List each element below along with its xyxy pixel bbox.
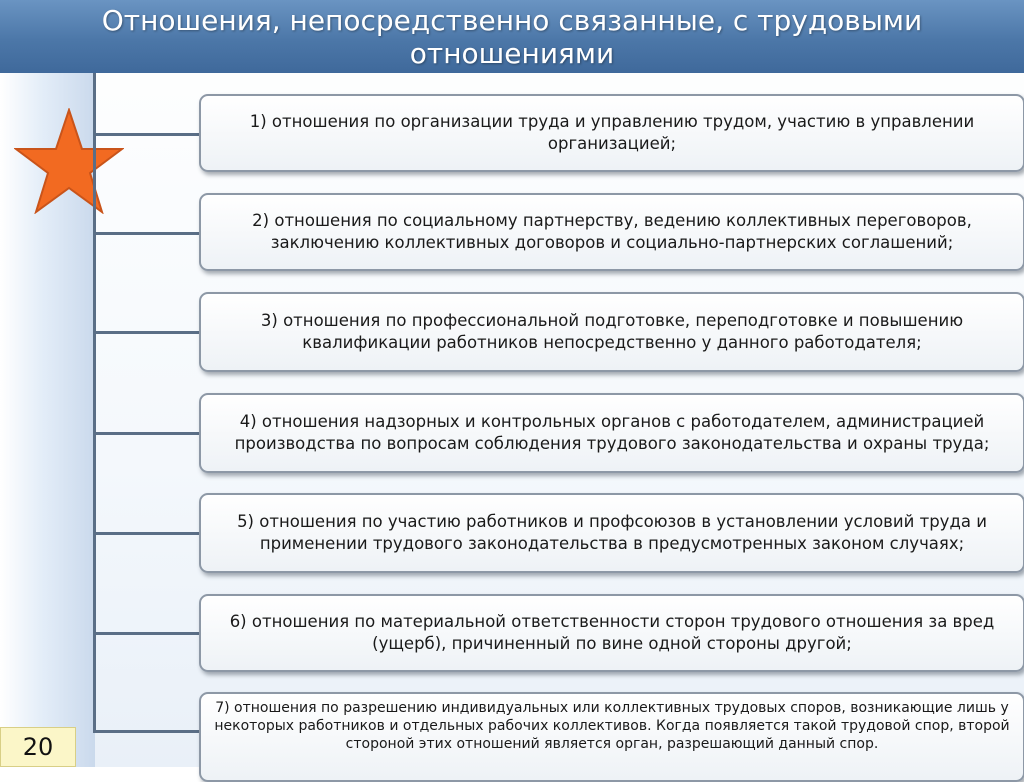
relation-item-7: 7) отношения по разрешению индивидуальных или коллективных трудовых споров, возникающие лишь у некоторых работников и отдельных рабочих коллективов. Когда появляется такой трудовой спор, второй стороной этих отношений является орган, разрешающий данный спор. <box>199 692 1024 782</box>
connector-7 <box>93 730 199 733</box>
relation-item-2: 2) отношения по социальному партнерству, ведению коллективных переговоров, заключению коллективных договоров и социально-партнерских соглашений; <box>199 193 1024 271</box>
connector-4 <box>93 432 199 435</box>
relation-item-5: 5) отношения по участию работников и профсоюзов в установлении условий труда и применении трудового законодательства в предусмотренных законом случаях; <box>199 493 1024 573</box>
relation-item-3: 3) отношения по профессиональной подготовке, переподготовке и повышению квалификации работников непосредственно у данного работодателя; <box>199 292 1024 372</box>
star-icon <box>14 108 124 214</box>
slide-title: Отношения, непосредственно связанные, с трудовыми отношениями <box>0 0 1024 73</box>
connector-6 <box>93 632 199 635</box>
relation-item-1: 1) отношения по организации труда и управлению трудом, участию в управлении организацией; <box>199 94 1024 172</box>
relation-item-4: 4) отношения надзорных и контрольных органов с работодателем, администрацией производства по вопросам соблюдения трудового законодательства и охраны труда; <box>199 393 1024 473</box>
relation-item-6: 6) отношения по материальной ответственности сторон трудового отношения за вред (ущерб), причиненный по вине одной стороны другой; <box>199 594 1024 672</box>
page-number-badge: 20 <box>0 727 76 767</box>
connector-5 <box>93 532 199 535</box>
connector-2 <box>93 232 199 235</box>
connector-3 <box>93 331 199 334</box>
connector-1 <box>93 133 199 136</box>
